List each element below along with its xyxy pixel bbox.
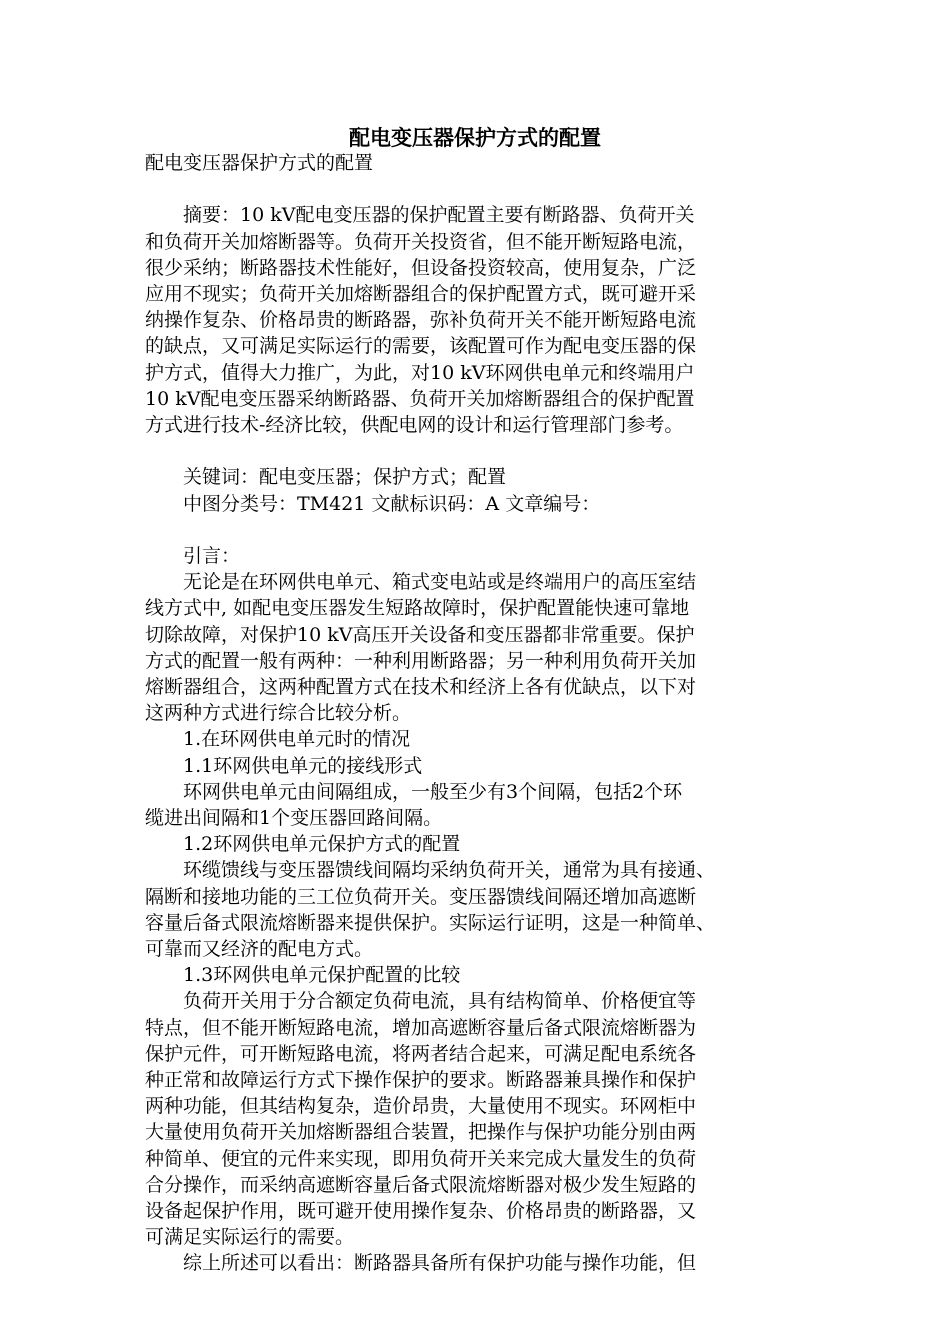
section-heading-1-2: 1.2环网供电单元保护方式的配置 — [145, 833, 461, 856]
section-1-2-paragraph — [145, 857, 813, 962]
intro-paragraph — [145, 569, 813, 726]
section-1-3-paragraph — [145, 988, 813, 1250]
document-title: 配电变压器保护方式的配置 — [349, 125, 601, 150]
section-heading-1: 1.在环网供电单元时的情况 — [145, 728, 411, 751]
classification-line: 中图分类号：TM421 文献标识码：A 文章编号： — [145, 492, 601, 515]
blank-line — [145, 438, 813, 464]
section-1-1-line: 环网供电单元由间隔组成，一般至少有3个间隔，包括2个环 — [145, 780, 683, 803]
blank-line — [145, 176, 813, 202]
abstract-line: 10 kV配电变压器采纳断路器、负荷开关加熔断器组合的保护配置 — [145, 387, 695, 410]
intro-line: 无论是在环网供电单元、箱式变电站或是终端用户的高压室结 — [145, 571, 697, 594]
intro-line: 熔断器组合，这两种配置方式在技术和经济上各有优缺点，以下对 — [145, 676, 697, 699]
section-1-3-line: 保护元件，可开断短路电流，将两者结合起来，可满足配电系统各 — [145, 1042, 697, 1065]
document-body — [145, 150, 813, 1277]
section-1-1-paragraph — [145, 779, 813, 831]
section-1-3-line: 种正常和故障运行方式下操作保护的要求。断路器兼具操作和保护 — [145, 1069, 697, 1092]
intro-heading: 引言： — [145, 545, 241, 567]
section-1-3-line: 负荷开关用于分合额定负荷电流，具有结构简单、价格便宜等 — [145, 990, 697, 1013]
keywords-line: 关键词：配电变压器；保护方式；配置 — [145, 466, 507, 489]
intro-line: 切除故障，对保护10 kV高压开关设备和变压器都非常重要。保护 — [145, 623, 695, 646]
abstract-line: 和负荷开关加熔断器等。负荷开关投资省，但不能开断短路电流， — [145, 230, 697, 253]
section-heading-1-1: 1.1环网供电单元的接线形式 — [145, 754, 423, 777]
abstract-line: 的缺点，又可满足实际运行的需要，该配置可作为配电变压器的保 — [145, 335, 697, 358]
blank-line — [145, 517, 813, 543]
section-1-3-line: 种简单、便宜的元件来实现，即用负荷开关来完成大量发生的负荷 — [145, 1147, 697, 1170]
section-1-3-line: 特点，但不能开断短路电流，增加高遮断容量后备式限流熔断器为 — [145, 1016, 697, 1039]
section-1-3-line: 合分操作，而采纳高遮断容量后备式限流熔断器对极少发生短路的 — [145, 1173, 697, 1196]
section-1-3-line: 设备起保护作用，既可避开使用操作复杂、价格昂贵的断路器，又 — [145, 1200, 697, 1223]
abstract-line: 方式进行技术-经济比较，供配电网的设计和运行管理部门参考。 — [145, 414, 684, 437]
section-1-3-line: 可满足实际运行的需要。 — [145, 1226, 355, 1249]
summary-line: 综上所述可以看出：断路器具备所有保护功能与操作功能，但 — [145, 1252, 697, 1275]
abstract-line: 很少采纳；断路器技术性能好，但设备投资较高，使用复杂，广泛 — [145, 256, 697, 279]
section-1-2-line: 容量后备式限流熔断器来提供保护。实际运行证明，这是一种简单、 — [145, 911, 716, 934]
abstract-paragraph — [145, 202, 813, 438]
section-1-1-line: 缆进出间隔和1个变压器回路间隔。 — [145, 807, 443, 830]
intro-line: 这两种方式进行综合比较分析。 — [145, 702, 412, 725]
section-1-3-line: 大量使用负荷开关加熔断器组合装置，把操作与保护功能分别由两 — [145, 1121, 697, 1144]
section-1-2-line: 可靠而又经济的配电方式。 — [145, 938, 374, 961]
section-1-2-line: 隔断和接地功能的三工位负荷开关。变压器馈线间隔还增加高遮断 — [145, 885, 697, 908]
intro-line: 方式的配置一般有两种：一种利用断路器；另一种利用负荷开关加 — [145, 649, 697, 672]
abstract-line: 护方式，值得大力推广，为此，对10 kV环网供电单元和终端用户 — [145, 361, 695, 384]
abstract-line: 纳操作复杂、价格昂贵的断路器，弥补负荷开关不能开断短路电流 — [145, 309, 697, 332]
section-heading-1-3: 1.3环网供电单元保护配置的比较 — [145, 964, 461, 987]
intro-line: 线方式中, 如配电变压器发生短路故障时，保护配置能快速可靠地 — [145, 597, 690, 620]
section-1-3-line: 两种功能，但其结构复杂，造价昂贵，大量使用不现实。环网柜中 — [145, 1095, 697, 1118]
abstract-line: 应用不现实；负荷开关加熔断器组合的保护配置方式，既可避开采 — [145, 283, 697, 305]
section-1-2-line: 环缆馈线与变压器馈线间隔均采纳负荷开关，通常为具有接通、 — [145, 859, 716, 882]
document-subtitle: 配电变压器保护方式的配置 — [145, 152, 374, 174]
abstract-line: 摘要：10 kV配电变压器的保护配置主要有断路器、负荷开关 — [145, 204, 695, 227]
